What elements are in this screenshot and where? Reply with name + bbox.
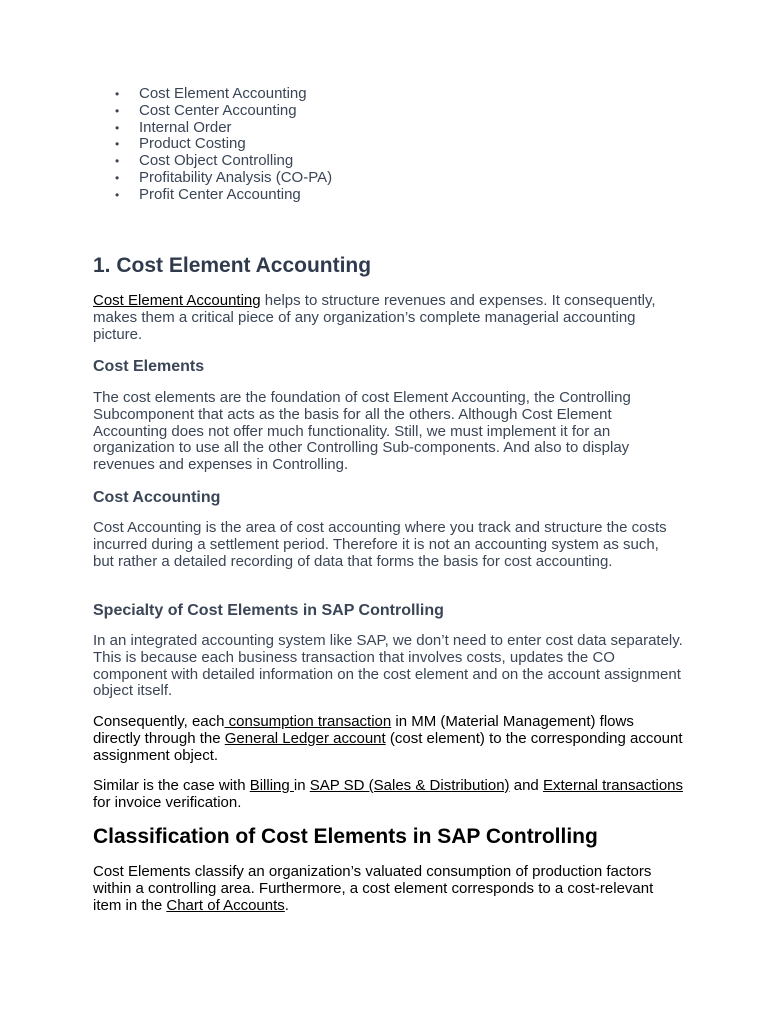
consequently-paragraph [93, 714, 683, 764]
list-item: • Profitability Analysis (CO-PA) [139, 170, 332, 187]
cost-accounting-heading: Cost Accounting [93, 489, 221, 506]
cost-element-accounting-link[interactable]: Cost Element Accounting [93, 292, 261, 309]
text-run: in MM (Material Management) flows directly through the [93, 713, 634, 747]
external-transactions-link[interactable]: External transactions [542, 777, 684, 794]
list-item: • Product Costing [139, 136, 332, 153]
text-run: Cost Elements classify an organization’s valuated consumption of production factors within a controlling area. Furthermore, a cost element corresponds to a cost-relevant item in the [93, 863, 654, 914]
text-run: Similar is the case with [93, 777, 250, 794]
sap-sd-link[interactable]: SAP SD (Sales & Distribution) [309, 777, 510, 794]
intro-text: helps to structure revenues and expenses. It consequently, makes them a critical piece of any organization’s complete managerial accounting picture. [93, 292, 656, 343]
list-item: • Internal Order [139, 120, 332, 137]
classification-heading: Classification of Cost Elements in SAP Controlling [93, 825, 598, 848]
text-run: and [509, 777, 543, 794]
list-item: • Cost Element Accounting [139, 86, 332, 103]
classification-paragraph [93, 864, 683, 914]
list-item: • Cost Object Controlling [139, 153, 332, 170]
text-run: Consequently, each [93, 713, 225, 730]
list-item: • Cost Center Accounting [139, 103, 332, 120]
cost-elements-paragraph: The cost elements are the foundation of cost Element Accounting, the Controlling Subcomponent that acts as the basis for all the others. Although Cost Element Accounting does not offer much functionality. Still, we must implement it for an organization to use all the other Controlling Sub-components. And also to display revenues and expenses in Controlling. [93, 389, 631, 474]
specialty-paragraph: In an integrated accounting system like SAP, we don’t need to enter cost data separately. This is because each business transaction that involves costs, updates the CO component with detailed information on the cost element and on the account assignment object itself. [93, 632, 683, 700]
cost-elements-heading: Cost Elements [93, 358, 205, 375]
topic-list [93, 86, 332, 204]
general-ledger-account-link[interactable]: General Ledger account [224, 729, 386, 747]
specialty-heading: Specialty of Cost Elements in SAP Controlling [93, 602, 444, 619]
intro-paragraph [93, 293, 683, 343]
chart-of-accounts-link[interactable]: Chart of Accounts [166, 896, 285, 914]
billing-link[interactable]: Billing [249, 777, 294, 794]
text-run: in [293, 777, 310, 794]
text-run: . [284, 896, 289, 914]
list-item: • Profit Center Accounting [139, 187, 332, 204]
consumption-transaction-link[interactable]: consumption transaction [224, 713, 392, 730]
text-run: (cost element) to the corresponding account assignment object. [93, 729, 683, 764]
section-heading: 1. Cost Element Accounting [93, 254, 372, 277]
similar-paragraph [93, 778, 683, 812]
cost-accounting-paragraph: Cost Accounting is the area of cost accounting where you track and structure the costs incurred during a settlement period. Therefore it is not an accounting system as such, but rather a detailed recording of data that forms the basis for cost accounting. [93, 519, 667, 570]
text-run: for invoice verification. [93, 793, 242, 811]
